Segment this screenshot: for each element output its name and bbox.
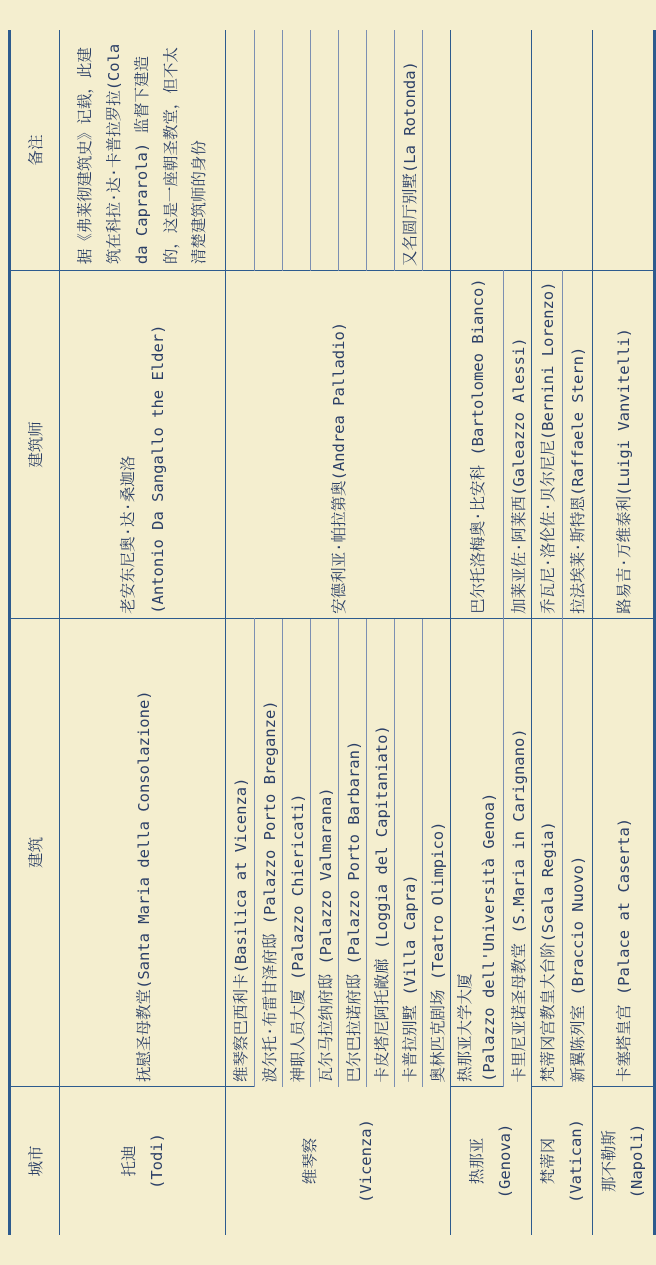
city-name: 梵蒂冈 <box>539 1137 557 1185</box>
city-cell <box>226 1087 451 1235</box>
city-cell <box>451 1087 532 1235</box>
city-name-en: (Todi) <box>147 1133 166 1190</box>
header-row <box>10 30 60 1235</box>
building-cell <box>451 618 504 1086</box>
remarks-cell <box>226 30 255 271</box>
table-row <box>311 30 339 1235</box>
city-cell <box>532 1087 593 1235</box>
building-name-en: (Palazzo dell'Università Genoa) <box>480 792 498 1083</box>
building-name: 热那亚大学大厦 <box>456 973 474 1083</box>
header-remarks: 备注 <box>10 30 60 271</box>
remarks-cell <box>532 30 593 271</box>
remarks-cell <box>339 30 367 271</box>
building-cell: 卡塞塔皇宫 (Palace at Caserta) <box>593 618 655 1086</box>
header-city: 城市 <box>10 1087 60 1235</box>
building-cell: 卡普拉别墅 (Villa Capra) <box>395 618 423 1086</box>
header-building: 建筑 <box>10 618 60 1086</box>
remarks-cell: 又名圆厅别墅(La Rotonda) <box>395 30 423 271</box>
architecture-table <box>8 30 656 1235</box>
architect-cell: 拉法埃莱·斯特恩(Raffaele Stern) <box>562 271 593 619</box>
remarks-cell <box>367 30 395 271</box>
remarks-cell <box>255 30 283 271</box>
building-cell: 新翼陈列室 (Braccio Nuovo) <box>562 618 593 1086</box>
city-name-en: (Vatican) <box>567 1119 585 1204</box>
city-cell <box>60 1087 226 1235</box>
city-name-en: (Genova) <box>496 1123 514 1199</box>
table-row <box>451 30 504 1235</box>
remarks-cell <box>283 30 311 271</box>
table-row <box>60 30 226 1235</box>
city-name: 维琴察 <box>301 1137 319 1185</box>
remarks-cell: 据《弗莱彻建筑史》记载，此建筑在科拉·达·卡普拉罗拉(Cola da Caprarola) 监督下建造的，这是一座朝圣教堂，但不太清楚建筑师的身份 <box>60 30 226 271</box>
building-cell: 巴尔巴拉诺府邸 (Palazzo Porto Barbaran) <box>339 618 367 1086</box>
architect-cell: 乔瓦尼·洛伦佐·贝尔尼尼(Bernini Lorenzo) <box>532 271 563 619</box>
table-row <box>532 30 563 1235</box>
architect-name: 老安东尼奥·达·桑迦洛 <box>118 455 137 614</box>
building-cell: 瓦尔马拉纳府邸 (Palazzo Valmarana) <box>311 618 339 1086</box>
architect-cell: 安德利亚·帕拉第奥(Andrea Palladio) <box>226 271 451 619</box>
table-row <box>367 30 395 1235</box>
architect-cell: 路易吉·万维泰利(Luigi Vanvitelli) <box>593 271 655 619</box>
building-cell: 抚慰圣母教堂(Santa Maria della Consolazione) <box>60 618 226 1086</box>
city-name: 托迪 <box>119 1145 138 1177</box>
architect-cell <box>60 271 226 619</box>
table-row <box>339 30 367 1235</box>
building-cell: 维琴察巴西利卡(Basilica at Vicenza) <box>226 618 255 1086</box>
architect-cell: 加莱亚佐·阿莱西(Galeazzo Alessi) <box>504 271 532 619</box>
table-row <box>226 30 255 1235</box>
city-name: 热那亚 <box>468 1137 486 1185</box>
building-cell: 波尔托·布雷甘泽府邸 (Palazzo Porto Breganze) <box>255 618 283 1086</box>
building-cell: 神职人员大厦 (Palazzo Chiericati) <box>283 618 311 1086</box>
table-row <box>283 30 311 1235</box>
architect-cell: 巴尔托洛梅奥·比安科 (Bartolomeo Bianco) <box>451 271 504 619</box>
city-cell <box>593 1087 655 1235</box>
remarks-cell <box>311 30 339 271</box>
remarks-cell <box>593 30 655 271</box>
architect-name-en: (Antonio Da Sangallo the Elder) <box>148 324 167 614</box>
table-row <box>395 30 423 1235</box>
building-cell: 卡皮塔尼阿托敞廊 (Loggia del Capitaniato) <box>367 618 395 1086</box>
city-name: 那不勒斯 <box>600 1130 618 1193</box>
building-cell: 卡里尼亚诺圣母教堂 (S.Maria in Carignano) <box>504 618 532 1086</box>
table-row <box>255 30 283 1235</box>
city-name-en: (Vicenza) <box>357 1119 375 1204</box>
table-row <box>593 30 655 1235</box>
city-name-en: (Napoli) <box>628 1123 646 1199</box>
building-cell: 梵蒂冈宫教皇大台阶(Scala Regia) <box>532 618 563 1086</box>
remarks-cell <box>423 30 451 271</box>
building-cell: 奥林匹克剧场 (Teatro Olimpico) <box>423 618 451 1086</box>
table-row <box>423 30 451 1235</box>
header-architect: 建筑师 <box>10 271 60 619</box>
remarks-cell <box>451 30 532 271</box>
